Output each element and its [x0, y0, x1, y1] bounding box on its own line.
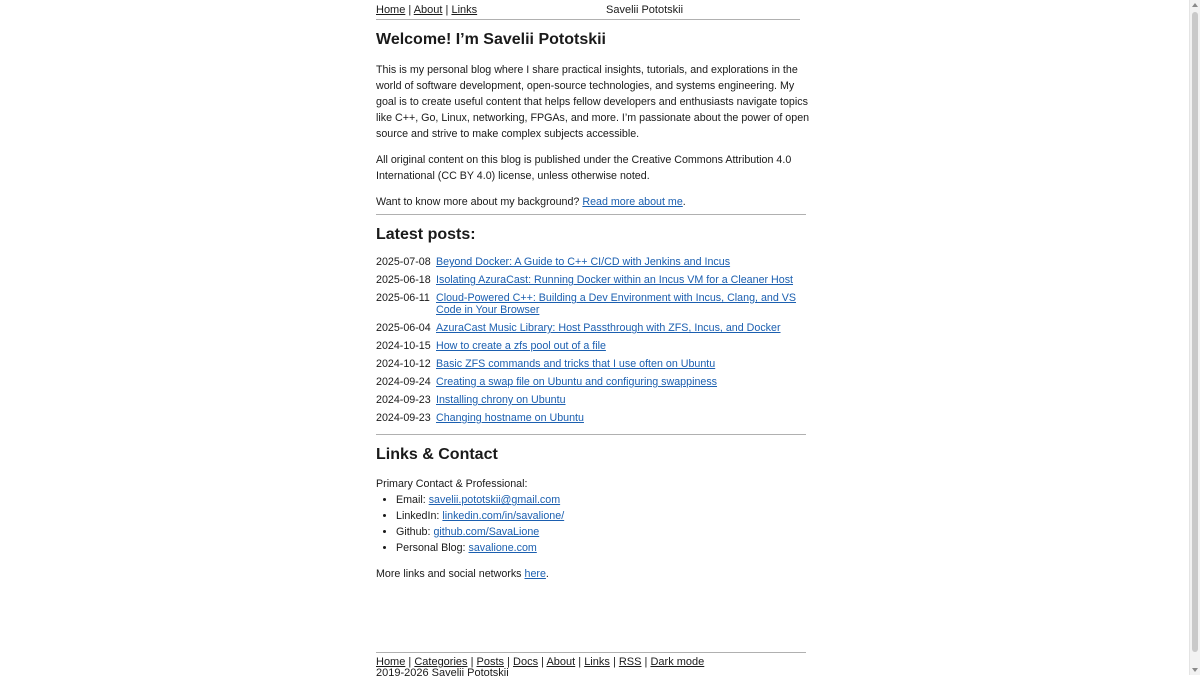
contact-label: Email:: [396, 494, 426, 506]
links-contact-heading: Links & Contact: [376, 446, 498, 463]
contact-label: Github:: [396, 526, 431, 538]
background-suffix: .: [682, 196, 686, 208]
intro-paragraph: This is my personal blog where I share practical insights, tutorials, and explorations in the world of software development, open-source technologies, and systems engineering. My goal is to create useful content that helps fellow developers and enthusiasts navigate topics like C++, Go, Linux, networking, FPGAs, and more. I’m passionate about the power of open source and strive to make complex subjects accessible.: [376, 64, 810, 140]
post-row: [376, 255, 812, 273]
latest-posts-heading: Latest posts:: [376, 226, 476, 243]
post-date: 2024-10-12: [376, 358, 431, 370]
footer-separator: |: [408, 656, 412, 668]
nav-separator: |: [408, 4, 412, 16]
post-title-link[interactable]: Isolating AzuraCast: Running Docker within an Incus VM for a Cleaner Host: [436, 274, 794, 286]
nav-home-link[interactable]: Home: [376, 4, 406, 16]
nav-links-link[interactable]: Links: [451, 4, 478, 16]
read-more-about-me-link[interactable]: Read more about me: [582, 196, 683, 208]
contact-list: [376, 492, 564, 556]
footer-separator: |: [507, 656, 510, 668]
contact-label: LinkedIn:: [396, 510, 440, 522]
footer-link[interactable]: Links: [584, 656, 610, 668]
footer-separator: |: [578, 656, 582, 668]
post-row: [376, 273, 812, 291]
scrollbar-thumb[interactable]: [1192, 12, 1198, 652]
post-row: [376, 321, 812, 339]
post-title-link[interactable]: Beyond Docker: A Guide to C++ CI/CD with Jenkins and Incus: [436, 256, 731, 268]
posts-list: [376, 255, 812, 429]
license-paragraph: All original content on this blog is published under the Creative Commons Attribution 4.0 International (CC BY 4.0) license, unless otherwise noted.: [376, 154, 792, 182]
contact-label: Personal Blog:: [396, 542, 466, 554]
nav-about-link[interactable]: About: [413, 4, 443, 16]
copyright: 2019-2026 Savelii Pototskii: [376, 667, 509, 679]
post-title-link[interactable]: Creating a swap file on Ubuntu and configuring swappiness: [436, 376, 718, 388]
footer-link[interactable]: Home: [376, 656, 406, 668]
post-date: 2025-06-11: [376, 292, 430, 304]
more-links-text: More links and social networks: [376, 568, 522, 580]
footer-link[interactable]: Posts: [476, 656, 505, 668]
footer-separator: |: [470, 656, 474, 668]
site-title: Savelii Pototskii: [606, 4, 684, 16]
more-links-suffix: .: [545, 568, 549, 580]
background-text: Want to know more about my background?: [376, 196, 580, 208]
post-title-link[interactable]: Changing hostname on Ubuntu: [436, 412, 584, 424]
post-date: 2025-07-08: [376, 256, 431, 268]
contact-item: [396, 492, 564, 508]
footer-separator: |: [644, 656, 648, 668]
contact-item: [396, 508, 564, 524]
footer-link[interactable]: About: [546, 656, 576, 668]
post-row: [376, 411, 812, 429]
post-date: 2025-06-04: [376, 322, 431, 334]
contact-item: [396, 524, 564, 540]
nav-separator: |: [445, 4, 449, 16]
contact-item: [396, 540, 564, 556]
footer-link[interactable]: Docs: [513, 656, 539, 668]
posts-divider: [376, 434, 806, 435]
welcome-heading: Welcome! I’m Savelii Pototskii: [376, 31, 606, 48]
post-row: [376, 393, 812, 411]
post-title-link[interactable]: Cloud-Powered C++: Building a Dev Environment with Incus, Clang, and VS Code in Your Browser: [436, 292, 797, 316]
top-nav: [376, 4, 800, 20]
post-title-link[interactable]: AzuraCast Music Library: Host Passthrough with ZFS, Incus, and Docker: [436, 322, 781, 334]
footer-link[interactable]: RSS: [618, 656, 642, 668]
more-links-here-link[interactable]: here: [524, 568, 546, 580]
footer-link[interactable]: Dark mode: [650, 656, 705, 668]
contact-link[interactable]: savalione.com: [468, 542, 537, 554]
post-date: 2025-06-18: [376, 274, 431, 286]
post-date: 2024-09-23: [376, 394, 431, 406]
background-paragraph: [376, 194, 812, 210]
post-row: [376, 339, 812, 357]
post-title-link[interactable]: Basic ZFS commands and tricks that I use often on Ubuntu: [436, 358, 716, 370]
footer-link[interactable]: Categories: [414, 656, 468, 668]
contact-link[interactable]: savelii.pototskii@gmail.com: [428, 494, 561, 506]
contact-link[interactable]: github.com/SavaLione: [433, 526, 540, 538]
page-scrollbar[interactable]: [1189, 0, 1200, 675]
post-row: [376, 357, 812, 375]
post-date: 2024-09-24: [376, 376, 431, 388]
footer-separator: |: [612, 656, 616, 668]
post-title-link[interactable]: Installing chrony on Ubuntu: [436, 394, 566, 406]
scroll-up-arrow-icon[interactable]: [1192, 3, 1198, 7]
contact-link[interactable]: linkedin.com/in/savalione/: [442, 510, 565, 522]
primary-contact-label: Primary Contact & Professional:: [376, 478, 528, 490]
post-title-link[interactable]: How to create a zfs pool out of a file: [436, 340, 606, 352]
post-row: [376, 291, 812, 321]
intro-divider: [376, 214, 806, 215]
post-date: 2024-09-23: [376, 412, 431, 424]
footer-separator: |: [541, 656, 544, 668]
footer-divider: [376, 652, 806, 653]
post-row: [376, 375, 812, 393]
header-divider: [376, 19, 800, 20]
more-links-paragraph: [376, 566, 812, 582]
post-date: 2024-10-15: [376, 340, 431, 352]
scroll-down-arrow-icon[interactable]: [1192, 668, 1198, 672]
